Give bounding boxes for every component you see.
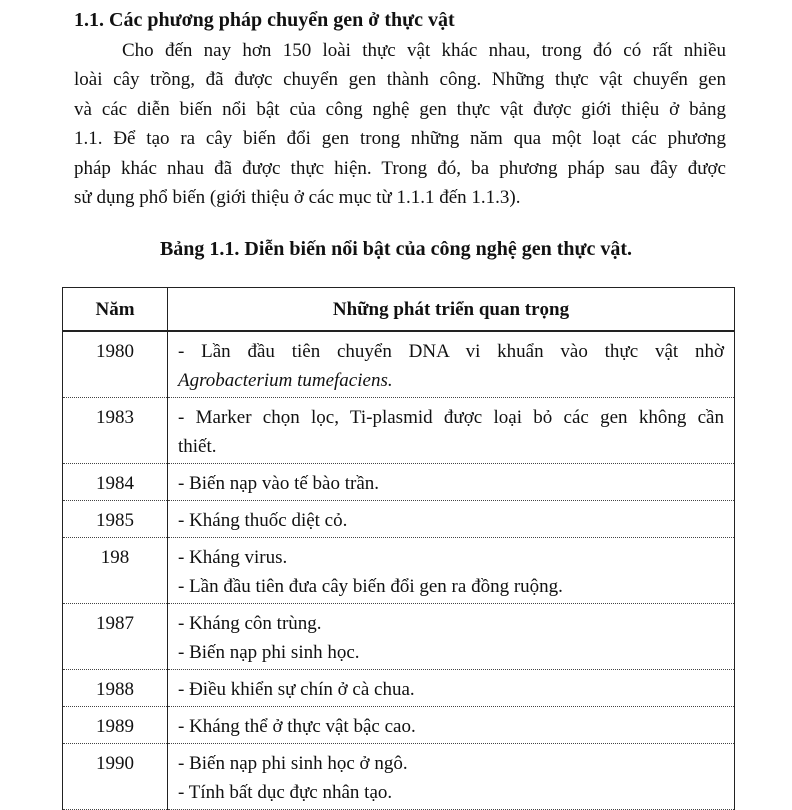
development-line: - Tính bất dục đực nhân tạo. — [178, 782, 393, 803]
header-developments: Những phát triển quan trọng — [168, 288, 735, 332]
paragraph-line: loài cây trồng, đã được chuyển gen thành công. Những thực vật chuyển gen — [74, 69, 726, 91]
table-row — [63, 604, 735, 670]
paragraph-line: 1.1. Để tạo ra cây biến đổi gen trong những năm qua một loạt các phương — [74, 128, 726, 150]
table-row — [63, 538, 735, 604]
development-cell — [168, 707, 735, 744]
year-cell: 1989 — [63, 707, 168, 744]
year-cell: 1990 — [63, 744, 168, 810]
development-line: - Kháng côn trùng. — [178, 613, 322, 634]
development-line: - Kháng virus. — [178, 547, 288, 568]
header-year: Năm — [63, 288, 168, 332]
table-row — [63, 464, 735, 501]
paragraph-line: sử dụng phổ biến (giới thiệu ở các mục từ 1.1.1 đến 1.1.3). — [74, 187, 521, 209]
table-row — [63, 744, 735, 810]
table-row — [63, 670, 735, 707]
table-header-row — [63, 288, 735, 332]
table-row — [63, 398, 735, 464]
paragraph-line: và các diễn biến nổi bật của công nghệ gen thực vật được giới thiệu ở bảng — [74, 98, 726, 120]
development-cell — [168, 744, 735, 810]
year-cell: 1983 — [63, 398, 168, 464]
year-cell: 1988 — [63, 670, 168, 707]
paragraph-line: pháp khác nhau đã được thực hiện. Trong đó, ba phương pháp sau đây được — [74, 157, 726, 179]
paragraph-line: Cho đến nay hơn 150 loài thực vật khác nhau, trong đó có rất nhiều — [122, 40, 726, 61]
year-cell: 198 — [63, 538, 168, 604]
development-line: - Kháng thể ở thực vật bậc cao. — [178, 716, 416, 737]
development-line: - Kháng thuốc diệt cỏ. — [178, 510, 348, 531]
year-cell: 1985 — [63, 501, 168, 538]
development-cell — [168, 331, 735, 398]
intro-paragraph — [74, 36, 726, 212]
year-cell: 1980 — [63, 331, 168, 398]
table-row — [63, 707, 735, 744]
development-line: - Biến nạp phi sinh học ở ngô. — [178, 753, 408, 774]
development-line: - Lần đầu tiên đưa cây biến đổi gen ra đồng ruộng. — [178, 576, 563, 597]
table-row — [63, 501, 735, 538]
development-cell — [168, 501, 735, 538]
development-line: - Điều khiển sự chín ở cà chua. — [178, 679, 415, 700]
year-cell: 1987 — [63, 604, 168, 670]
development-line-species: Agrobacterium tumefaciens. — [178, 370, 393, 391]
development-cell — [168, 538, 735, 604]
development-line: thiết. — [178, 436, 217, 457]
table-caption: Bảng 1.1. Diễn biến nổi bật của công nghệ gen thực vật. — [159, 238, 633, 260]
development-line: - Biến nạp phi sinh học. — [178, 642, 360, 663]
development-cell — [168, 670, 735, 707]
table-row — [63, 331, 735, 398]
development-cell — [168, 398, 735, 464]
development-cell — [168, 464, 735, 501]
development-line: - Lần đầu tiên chuyển DNA vi khuẩn vào thực vật nhờ — [178, 341, 724, 362]
year-cell: 1984 — [63, 464, 168, 501]
development-cell — [168, 604, 735, 670]
section-heading: 1.1. Các phương pháp chuyển gen ở thực vật — [74, 9, 455, 31]
development-line: - Biến nạp vào tế bào trần. — [178, 473, 380, 494]
development-line: - Marker chọn lọc, Ti-plasmid được loại bỏ các gen không cần — [178, 407, 724, 428]
developments-table — [62, 287, 735, 810]
